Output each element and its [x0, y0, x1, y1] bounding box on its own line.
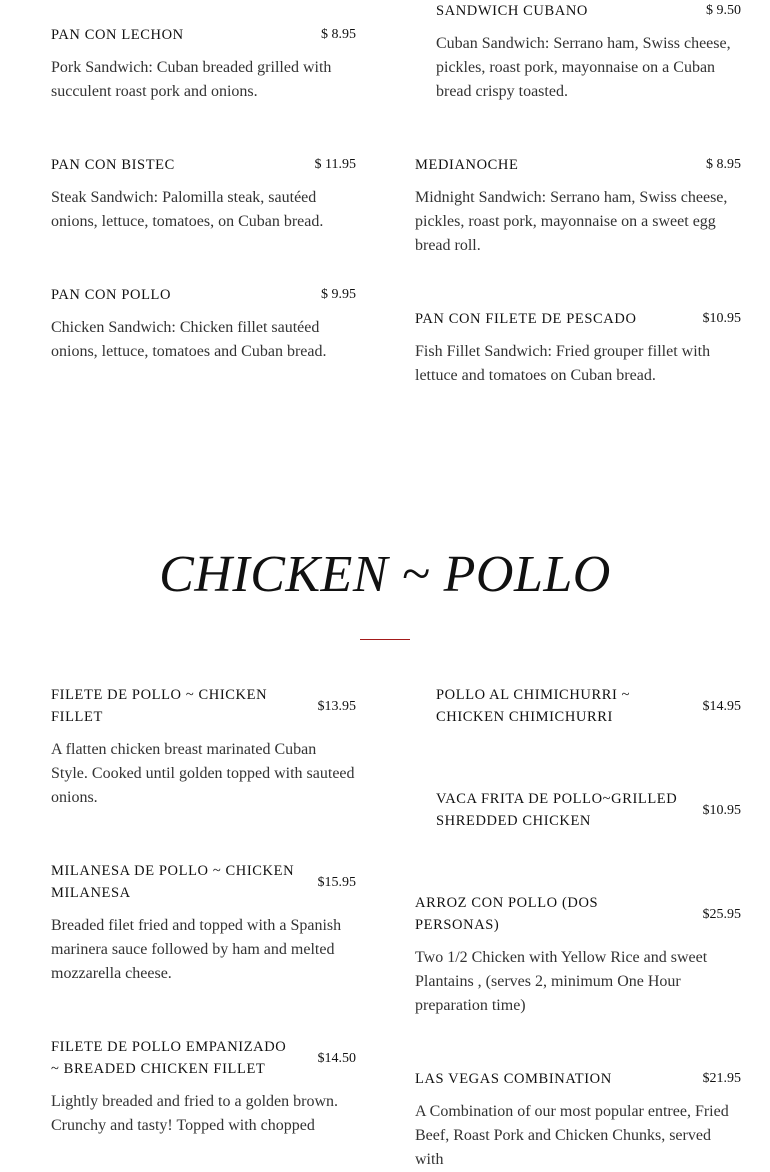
item-name: LAS VEGAS COMBINATION	[415, 1071, 612, 1087]
item-name: PAN CON FILETE DE PESCADO	[415, 311, 637, 327]
item-price: $ 8.95	[706, 157, 741, 172]
item-description: Two 1/2 Chicken with Yellow Rice and sweet Plantains , (serves 2, minimum One Hour preparation time)	[415, 949, 708, 1014]
item-price: $15.95	[317, 875, 356, 890]
menu-item-pan-con-bistec	[51, 154, 356, 234]
menu-item-milanesa-de-pollo	[51, 860, 356, 990]
menu-item-las-vegas-combination	[415, 1068, 741, 1168]
item-name: FILETE DE POLLO EMPANIZADO ~ BREADED CHICKEN FILLET	[51, 1039, 287, 1077]
item-name: MILANESA DE POLLO ~ CHICKEN MILANESA	[51, 863, 295, 901]
menu-item-pan-con-filete-de-pescado	[415, 308, 741, 388]
item-price: $21.95	[702, 1071, 741, 1086]
item-description: Fish Fillet Sandwich: Fried grouper fillet with lettuce and tomatoes on Cuban bread.	[415, 343, 711, 384]
section-title: CHICKEN ~ POLLO	[159, 546, 611, 603]
item-price: $13.95	[317, 699, 356, 714]
item-description: Cuban Sandwich: Serrano ham, Swiss cheese, pickles, roast pork, mayonnaise on a Cuban bread crispy toasted.	[436, 35, 731, 100]
item-price: $25.95	[702, 907, 741, 922]
item-name: PAN CON BISTEC	[51, 157, 175, 173]
item-name: MEDIANOCHE	[415, 157, 519, 173]
item-description: Breaded filet fried and topped with a Spanish marinera sauce followed by ham and melted mozzarella cheese.	[51, 917, 342, 982]
item-name: PAN CON POLLO	[51, 287, 172, 303]
section-divider	[360, 639, 410, 640]
item-name: ARROZ CON POLLO (DOS PERSONAS)	[415, 895, 599, 933]
menu-item-pan-con-lechon	[51, 24, 356, 104]
item-price: $14.50	[317, 1051, 356, 1066]
item-description: A flatten chicken breast marinated Cuban Style. Cooked until golden topped with sauteed onions.	[51, 741, 355, 806]
menu-item-pan-con-pollo	[51, 284, 356, 364]
menu-item-sandwich-cubano	[436, 0, 741, 105]
item-description: Lightly breaded and fried to a golden brown. Crunchy and tasty! Topped with chopped	[51, 1093, 339, 1134]
item-price: $14.95	[702, 699, 741, 714]
item-name: PAN CON LECHON	[51, 27, 184, 43]
item-price: $ 9.95	[321, 287, 356, 302]
menu-item-pollo-al-chimichurri	[436, 684, 741, 734]
menu-item-filete-de-pollo	[51, 684, 356, 814]
menu-item-arroz-con-pollo	[415, 892, 741, 1022]
item-description: Midnight Sandwich: Serrano ham, Swiss cheese, pickles, roast pork, mayonnaise on a sweet egg bread roll.	[415, 189, 728, 254]
menu-item-medianoche	[415, 154, 741, 259]
item-price: $10.95	[702, 311, 741, 326]
menu-item-filete-de-pollo-empanizado	[51, 1036, 356, 1138]
item-price: $ 8.95	[321, 27, 356, 42]
item-name: SANDWICH CUBANO	[436, 3, 588, 19]
item-price: $ 11.95	[314, 157, 356, 172]
item-description: Steak Sandwich: Palomilla steak, sautéed onions, lettuce, tomatoes, on Cuban bread.	[51, 189, 324, 230]
item-price: $10.95	[702, 803, 741, 818]
item-name: POLLO AL CHIMICHURRI ~ CHICKEN CHIMICHURRI	[436, 687, 631, 725]
item-description: Pork Sandwich: Cuban breaded grilled with succulent roast pork and onions.	[51, 59, 332, 100]
item-price: $ 9.50	[706, 3, 741, 18]
item-name: FILETE DE POLLO ~ CHICKEN FILLET	[51, 687, 268, 725]
item-description: Chicken Sandwich: Chicken fillet sautéed onions, lettuce, tomatoes and Cuban bread.	[51, 319, 327, 360]
item-name: VACA FRITA DE POLLO~GRILLED SHREDDED CHICKEN	[436, 791, 678, 829]
item-description: A Combination of our most popular entree, Fried Beef, Roast Pork and Chicken Chunks, served with	[415, 1103, 729, 1168]
menu-item-vaca-frita-de-pollo	[436, 788, 741, 838]
